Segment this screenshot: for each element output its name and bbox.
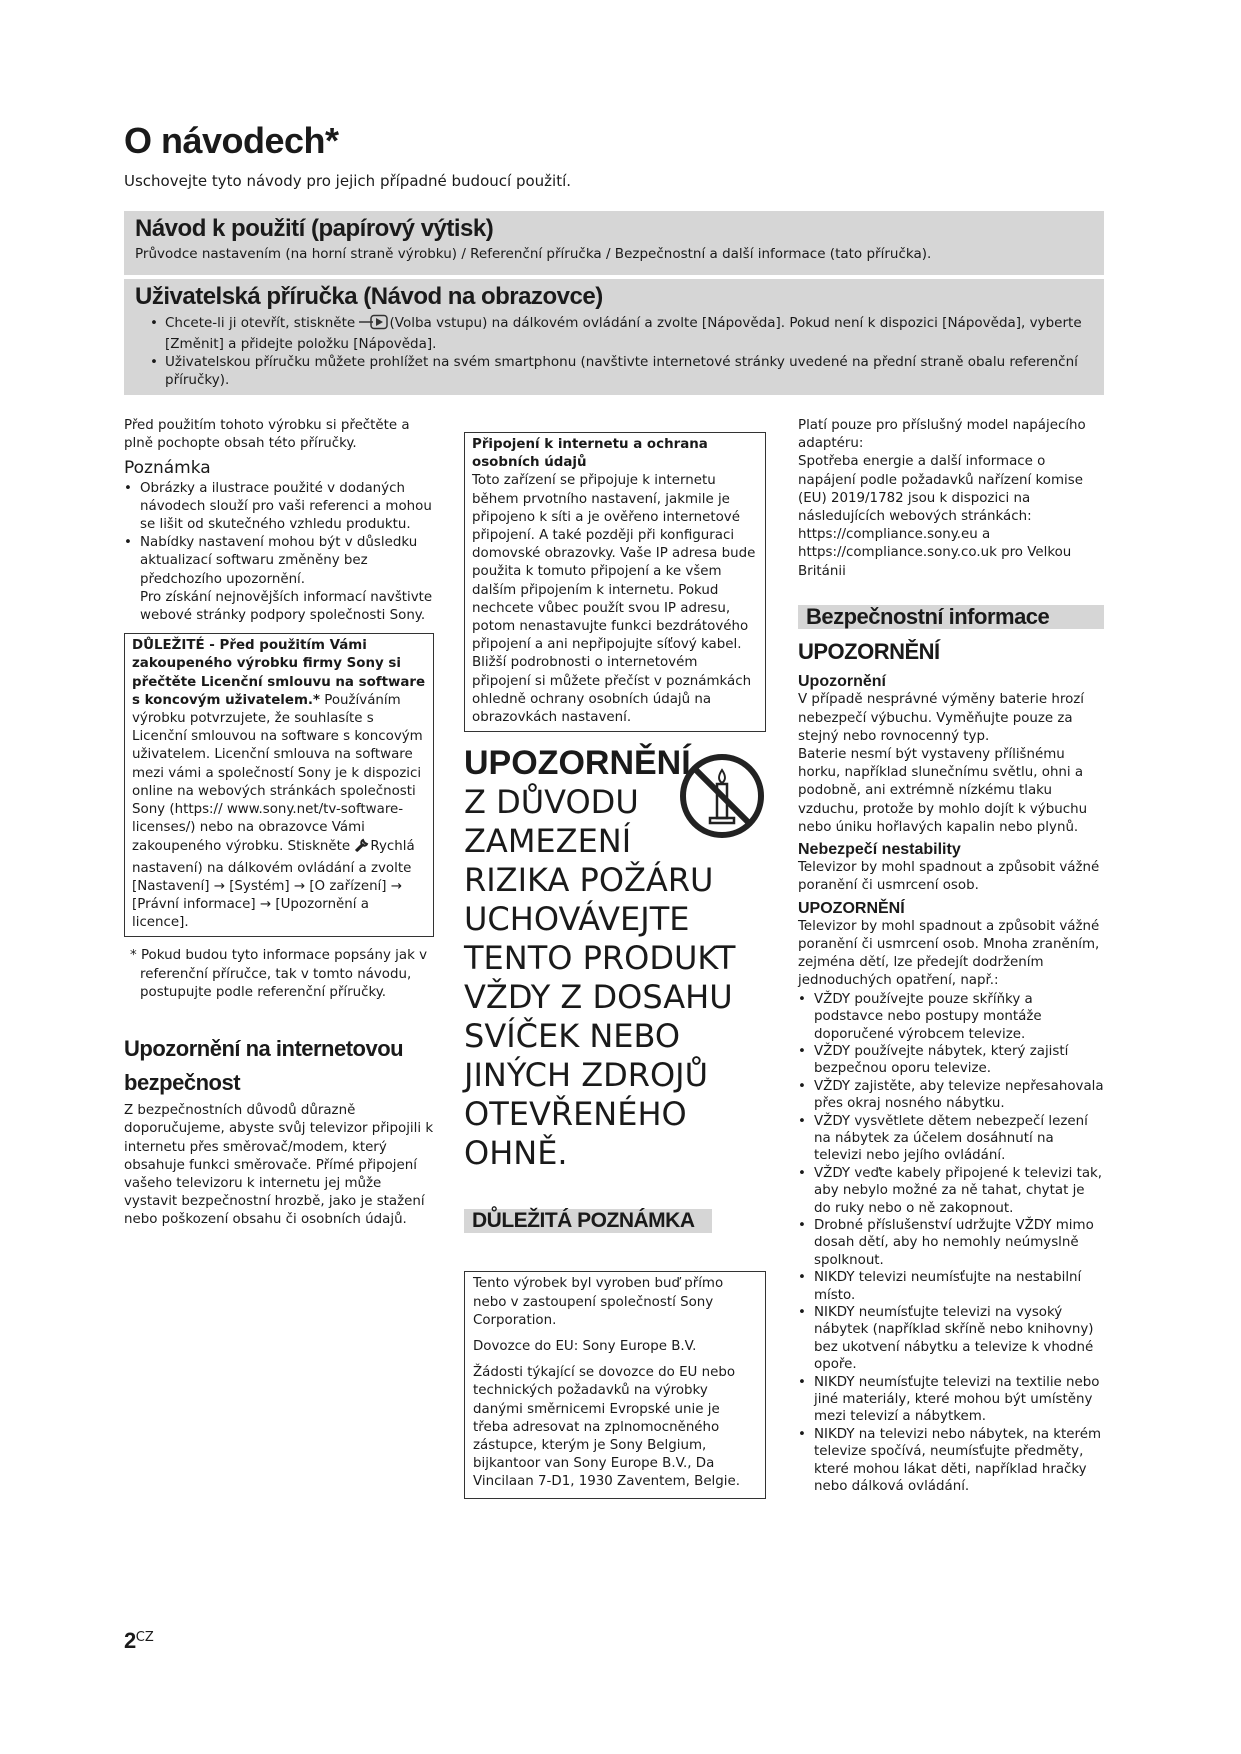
right-column xyxy=(798,417,1104,1495)
instability-text: Televizor by mohl spadnout a způsobit vážné poranění či usmrcení osob. xyxy=(798,860,1100,894)
manufacturer-text: Tento výrobek byl vyroben buď přímo nebo v zastoupení společností Sony Corporation. xyxy=(473,1276,724,1328)
fire-warning xyxy=(464,744,766,1173)
eula-bold: DŮLEŽITÉ - Před použitím Vámi zakoupeného výrobku firmy Sony si přečtěte Licenční smlouvu na software s koncovým uživatelem.* xyxy=(132,638,426,708)
note-item: • Nabídky nastavení mohou být v důsledku aktualizací softwaru změněny bez předchozího upozornění. Pro získání nejnovějších informací navštivte webové stránky podpory společnosti Sony. xyxy=(124,534,436,625)
safety-list-item: • NIKDY neumísťujte televizi na vysoký nábytek (například skříně nebo knihovny) bez ukotvení nábytku a televize k vhodné opoře. xyxy=(798,1304,1104,1374)
eula-box: DŮLEŽITÉ - Před použitím Vámi zakoupeného výrobku firmy Sony si přečtěte Licenční smlouvu na software s koncovým uživatelem.* Používáním výrobku potvrzujete, že souhlasíte s Licenční smlouvou na software s koncovým uživatelem. Licenční smlouva na software mezi vámi a společností Sony je k dispozici online na webových stránkách společnosti Sony (https:// www.sony.net/tv-software-licenses/) nebo na obrazovce Vámi zakoupeného výrobku. Stiskněte Rychlá nastavení) na dálkovém ovládání a zvolte [Nastavení] → [Systém] → [O zařízení] → [Právní informace] → [Upozornění a licence]. xyxy=(124,633,434,937)
safety-list-item: • NIKDY na televizi nebo nábytek, na kterém televize spočívá, neumísťujte předměty, které mohou lákat děti, například hračky nebo dálková ovládání. xyxy=(798,1426,1104,1496)
compliance-url-eu: https://compliance.sony.eu a xyxy=(798,527,991,543)
intro-text: Před použitím tohoto výrobku si přečtěte a plně pochopte obsah této příručky. xyxy=(124,418,410,452)
note-heading: Poznámka xyxy=(124,458,211,479)
safety-list-item: • VŽDY používejte nábytek, který zajistí bezpečnou oporu televize. xyxy=(798,1043,1104,1078)
fire-warning-text: RIZIKA POŽÁRU UCHOVÁVEJTE TENTO PRODUKT VŽDY Z DOSAHU SVÍČEK NEBO JINÝCH ZDROJŮ OTEVŘENÉHO OHNĚ. xyxy=(464,861,736,1173)
page-subtitle: Uschovejte tyto návody pro jejich případné budoucí použití. xyxy=(124,172,572,190)
safety-list xyxy=(798,991,1104,1496)
language-code: CZ xyxy=(135,1630,154,1645)
compliance-url-uk: https://compliance.sony.co.uk pro Velkou Británii xyxy=(798,545,1072,579)
safety-heading: Bezpečnostní informace xyxy=(798,605,1104,629)
safety-list-item: • Drobné příslušenství udržujte VŽDY mimo dosah dětí, aby ho nemohly neúmyslně spolknout. xyxy=(798,1217,1104,1269)
middle-column xyxy=(464,432,766,1499)
internet-safety-heading: Upozornění na internetovou bezpečnost xyxy=(124,1036,404,1096)
caution-heading: UPOZORNĚNÍ xyxy=(798,639,940,665)
quick-settings-icon xyxy=(354,837,370,859)
safety-list-item: • NIKDY televizi neumísťujte na nestabilní místo. xyxy=(798,1269,1104,1304)
battery-text-1: V případě nesprávné výměny baterie hrozí nebezpečí výbuchu. Vyměňujte pouze za stejný nebo rovnocenný typ. xyxy=(798,692,1085,744)
fire-warning-line: Z DŮVODU xyxy=(464,783,639,822)
fire-warning-title: UPOZORNĚNÍ xyxy=(464,744,691,783)
help-guide-box xyxy=(124,279,1104,395)
page-title: O návodech* xyxy=(124,120,339,161)
paper-manual-box xyxy=(124,211,1104,275)
safety-list-item: • VŽDY zajistěte, aby televize nepřesahovala přes okraj nosného nábytku. xyxy=(798,1078,1104,1113)
energy-text: Spotřeba energie a další informace o napájení podle požadavků nařízení komise (EU) 2019/1782 jsou k dispozici na následujících webových stránkách: xyxy=(798,454,1083,525)
paper-manual-text: Průvodce nastavením (na horní straně výrobku) / Referenční příručka / Bezpečnostní a další informace (tato příručka). xyxy=(135,246,932,262)
importer-box xyxy=(464,1271,766,1498)
internet-privacy-heading: Připojení k internetu a ochrana osobních údajů xyxy=(472,437,708,471)
fire-warning-line: ZAMEZENÍ xyxy=(464,822,632,861)
important-note-heading: DŮLEŽITÁ POZNÁMKA xyxy=(464,1209,712,1233)
footnote: * Pokud budou tyto informace popsány jak v referenční příručce, tak v tomto návodu, postupujte podle referenční příručky. xyxy=(130,948,428,1000)
help-guide-item: • Uživatelskou příručku můžete prohlížet na svém smartphonu (navštivte internetové stránky uvedené na přední straně obalu referenční příručky). xyxy=(150,353,1104,389)
note-list xyxy=(124,480,436,626)
internet-privacy-text: Toto zařízení se připojuje k internetu během prvotního nastavení, jakmile je připojeno k síti a je ověřeno internetové připojení. A také později při konfiguraci domovské obrazovky. Vaše IP adresa bude použita k tomuto připojení a ke všem dalším připojením k internetu. Pokud nechcete vůbec použít svou IP adresu, potom nenastavujte funkci bezdrátového připojení a ani nepřipojujte síťový kabel. Bližší podrobnosti o internetovém připojení si můžete přečíst v poznámkách ohledně ochrany osobních údajů na obrazovkách nastavení. xyxy=(472,473,756,726)
paper-manual-heading: Návod k použití (papírový výtisk) xyxy=(135,215,494,242)
importer-text: Dovozce do EU: Sony Europe B.V. xyxy=(473,1339,697,1355)
safety-list-item: • NIKDY neumísťujte televizi na textilie nebo jiné materiály, které mohou být umístěny mezi televizí a nábytkem. xyxy=(798,1374,1104,1426)
left-column xyxy=(124,417,436,1230)
battery-text-2: Baterie nesmí být vystaveny přílišnému horku, například slunečnímu světlu, ohni a podobně, ani extrémně nízkému tlaku vzduchu, protože by mohlo dojít k výbuchu nebo úniku hořlavých kapalin nebo plynů. xyxy=(798,747,1088,835)
internet-safety-text: Z bezpečnostních důvodů důrazně doporučujeme, abyste svůj televizor připojili k internetu přes směrovač/modem, který obsahuje funkci směrovače. Přímé připojení vašeho televizoru k internetu jej může vystavit bezpečnostní hrozbě, jako je stažení nebo poškození obsahu či osobních údajů. xyxy=(124,1103,434,1228)
input-select-icon xyxy=(359,314,389,335)
help-guide-item: • Chcete-li ji otevřít, stiskněte (Volba vstupu) na dálkovém ovládání a zvolte [Nápověda]. Pokud není k dispozici [Nápověda], vyberte [Změnit] a přidejte položku [Nápověda]. xyxy=(150,314,1104,353)
no-candle-icon xyxy=(678,752,766,846)
instability-heading: Nebezpečí nestability xyxy=(798,841,961,859)
caution2-text: Televizor by mohl spadnout a způsobit vážné poranění či usmrcení osob. Mnoha zraněním, zejména dětí, lze předejít dodržením jednoduchých opatření, např.: xyxy=(798,918,1100,989)
safety-list-item: • VŽDY vysvětlete dětem nebezpečí lezení na nábytek za účelem dosáhnutí na televizi nebo jejího ovládání. xyxy=(798,1113,1104,1165)
caution2-heading: UPOZORNĚNÍ xyxy=(798,899,905,917)
caution-subheading: Upozornění xyxy=(798,673,886,691)
safety-list-item: • VŽDY používejte pouze skříňky a podstavce nebo postupy montáže doporučené výrobcem televize. xyxy=(798,991,1104,1043)
safety-list-item: • VŽDY veďte kabely připojené k televizi tak, aby nebylo možné za ně tahat, chytat je do ruky nebo o ně zakopnout. xyxy=(798,1165,1104,1217)
page-number: $2^{CZ}$ xyxy=(124,1628,154,1653)
help-guide-list xyxy=(124,314,1104,389)
requests-text: Žádosti týkající se dovozce do EU nebo technických požadavků na výrobky danými směrnicemi Evropské unie je třeba adresovat na zplnomocněného zástupce, kterým je Sony Belgium, bijkantoor van Sony Europe B.V., Da Vincilaan 7-D1, 1930 Zaventem, Belgie. xyxy=(473,1365,740,1490)
note-item: • Obrázky a ilustrace použité v dodaných návodech slouží pro vaši referenci a mohou se lišit od skutečného vzhledu produktu. xyxy=(124,480,436,535)
help-guide-heading: Uživatelská příručka (Návod na obrazovce) xyxy=(135,283,603,310)
internet-privacy-box xyxy=(464,432,766,732)
adapter-text: Platí pouze pro příslušný model napájecího adaptéru: xyxy=(798,418,1086,452)
